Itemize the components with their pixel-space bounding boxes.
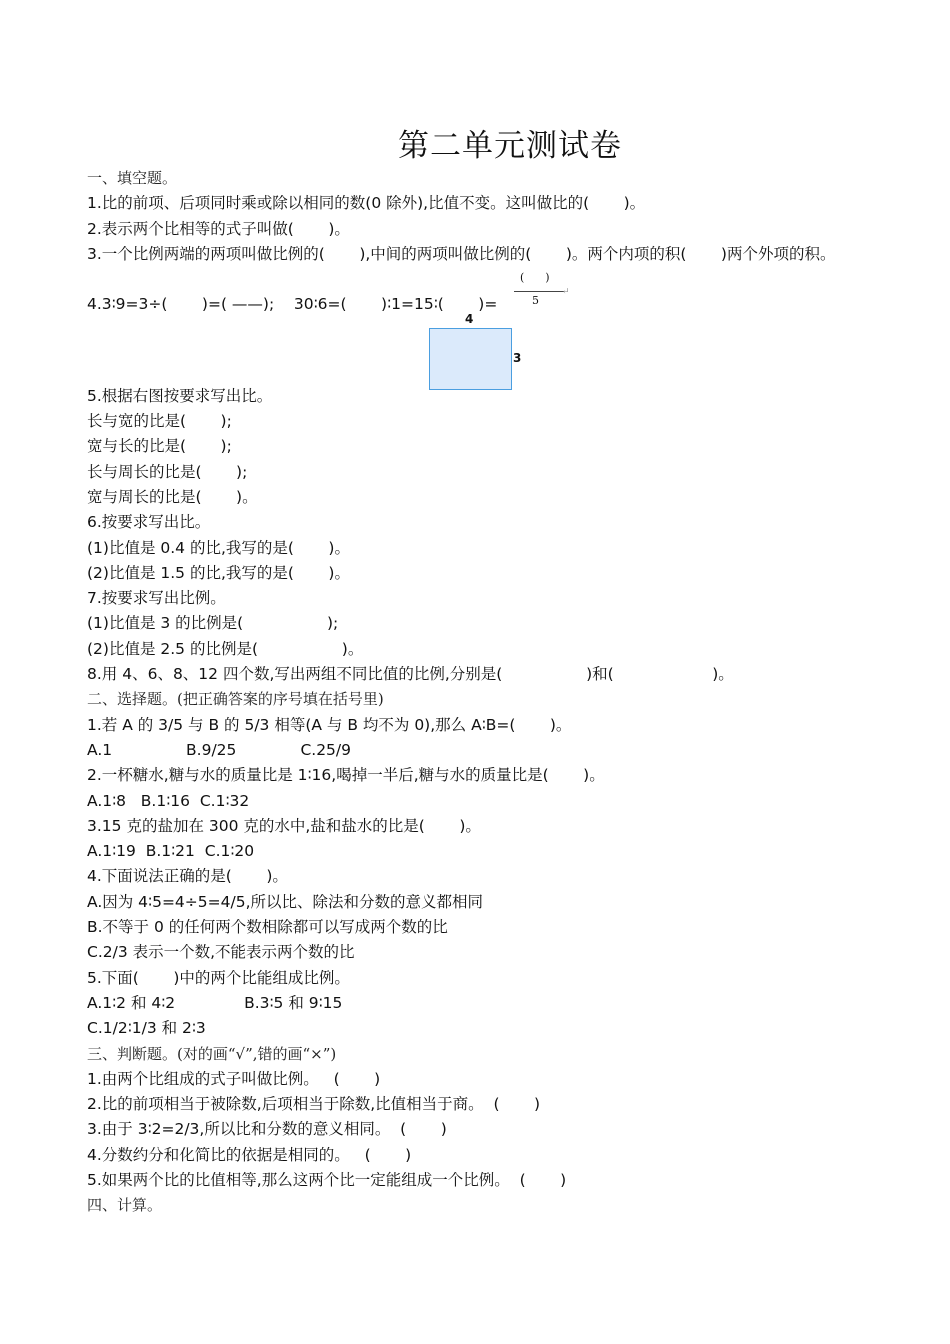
question-line: 宽与周长的比是( )。 [87,487,258,506]
rectangle-width-label: 3 [513,351,522,365]
question-line: 1.比的前项、后项同时乘或除以相同的数(0 除外),比值不变。这叫做比的( )。 [87,194,646,213]
page-title: 第二单元测试卷 [398,128,622,164]
question-line: 宽与长的比是( ); [87,437,232,456]
question-line: 1.若 A 的 3/5 与 B 的 5/3 相等(A 与 B 均不为 0),那么 A∶B=( )。 [87,715,572,734]
fill-blank-block-a [87,166,927,318]
question-line: C.2/3 表示一个数,不能表示两个数的比 [87,943,355,962]
question-line: 长与宽的比是( ); [87,412,232,431]
question-lines [87,166,927,1219]
question-line: 1.由两个比组成的式子叫做比例。 ( ) [87,1069,381,1088]
question-line: B.不等于 0 的任何两个数相除都可以写成两个数的比 [87,918,448,937]
section-heading: 一、填空题。 [87,169,178,187]
question-line: (1)比值是 3 的比例是( ); [87,614,339,633]
question-line: 4.分数约分和化简比的依据是相同的。 ( ) [87,1145,412,1164]
question-line: 2.比的前项相当于被除数,后项相当于除数,比值相当于商。 ( ) [87,1095,541,1114]
question-line: A.1∶8 B.1∶16 C.1∶32 [87,791,250,810]
section-heading: 三、判断题。(对的画“√”,错的画“×”) [87,1044,337,1063]
question-line: 6.按要求写出比。 [87,513,211,532]
section-heading: 二、选择题。(把正确答案的序号填在括号里) [87,690,384,709]
question-line: A.因为 4∶5=4÷5=4/5,所以比、除法和分数的意义都相同 [87,892,484,911]
fraction-bar [514,291,564,292]
question-line: 3.15 克的盐加在 300 克的水中,盐和盐水的比是( )。 [87,816,481,835]
question-line: C.1/2∶1/3 和 2∶3 [87,1019,206,1038]
question-line: 5.如果两个比的比值相等,那么这两个比一定能组成一个比例。 ( ) [87,1170,567,1189]
question-line: 2.表示两个比相等的式子叫做( )。 [87,219,350,238]
fraction-denominator: 5 [532,294,539,307]
question-line [87,267,927,292]
question-line: (1)比值是 0.4 的比,我写的是( )。 [87,538,350,557]
question-line: 3.由于 3∶2=2/3,所以比和分数的意义相同。 ( ) [87,1120,447,1139]
question-line: 3.一个比例两端的两项叫做比例的( ),中间的两项叫做比例的( )。两个内项的积( )两个外项的积。 [87,244,836,263]
question-line: 2.一杯糖水,糖与水的质量比是 1∶16,喝掉一半后,糖与水的质量比是( )。 [87,766,605,785]
question-line: 4.下面说法正确的是( )。 [87,867,288,886]
fraction-blank [514,271,570,311]
section-heading: 四、计算。 [87,1196,163,1215]
rectangle-length-label: 4 [465,312,474,326]
rectangle-figure [429,328,512,390]
question-line: A.1∶19 B.1∶21 C.1∶20 [87,842,255,861]
question-line: (2)比值是 1.5 的比,我写的是( )。 [87,563,350,582]
return-mark-icon: ↵ [562,287,570,297]
question-line: 5.下面( )中的两个比能组成比例。 [87,968,350,987]
question-line: 长与周长的比是( ); [87,462,248,481]
question-line: A.1∶2 和 4∶2 B.3∶5 和 9∶15 [87,993,343,1012]
question-line: (2)比值是 2.5 的比例是( )。 [87,639,364,658]
question-line: 7.按要求写出比例。 [87,589,226,608]
question-line: 5.根据右图按要求写出比。 [87,386,273,405]
question-line: 8.用 4、6、8、12 四个数,写出两组不同比值的比例,分别是( )和( )。 [87,665,734,684]
question-line: 4.3∶9=3÷( )=( ——); 30∶6=( )∶1=15∶( )= [87,295,498,314]
question-line: A.1 B.9/25 C.25/9 [87,740,351,759]
fraction-numerator: ( ) [520,271,550,284]
question-block-b [87,384,927,1219]
